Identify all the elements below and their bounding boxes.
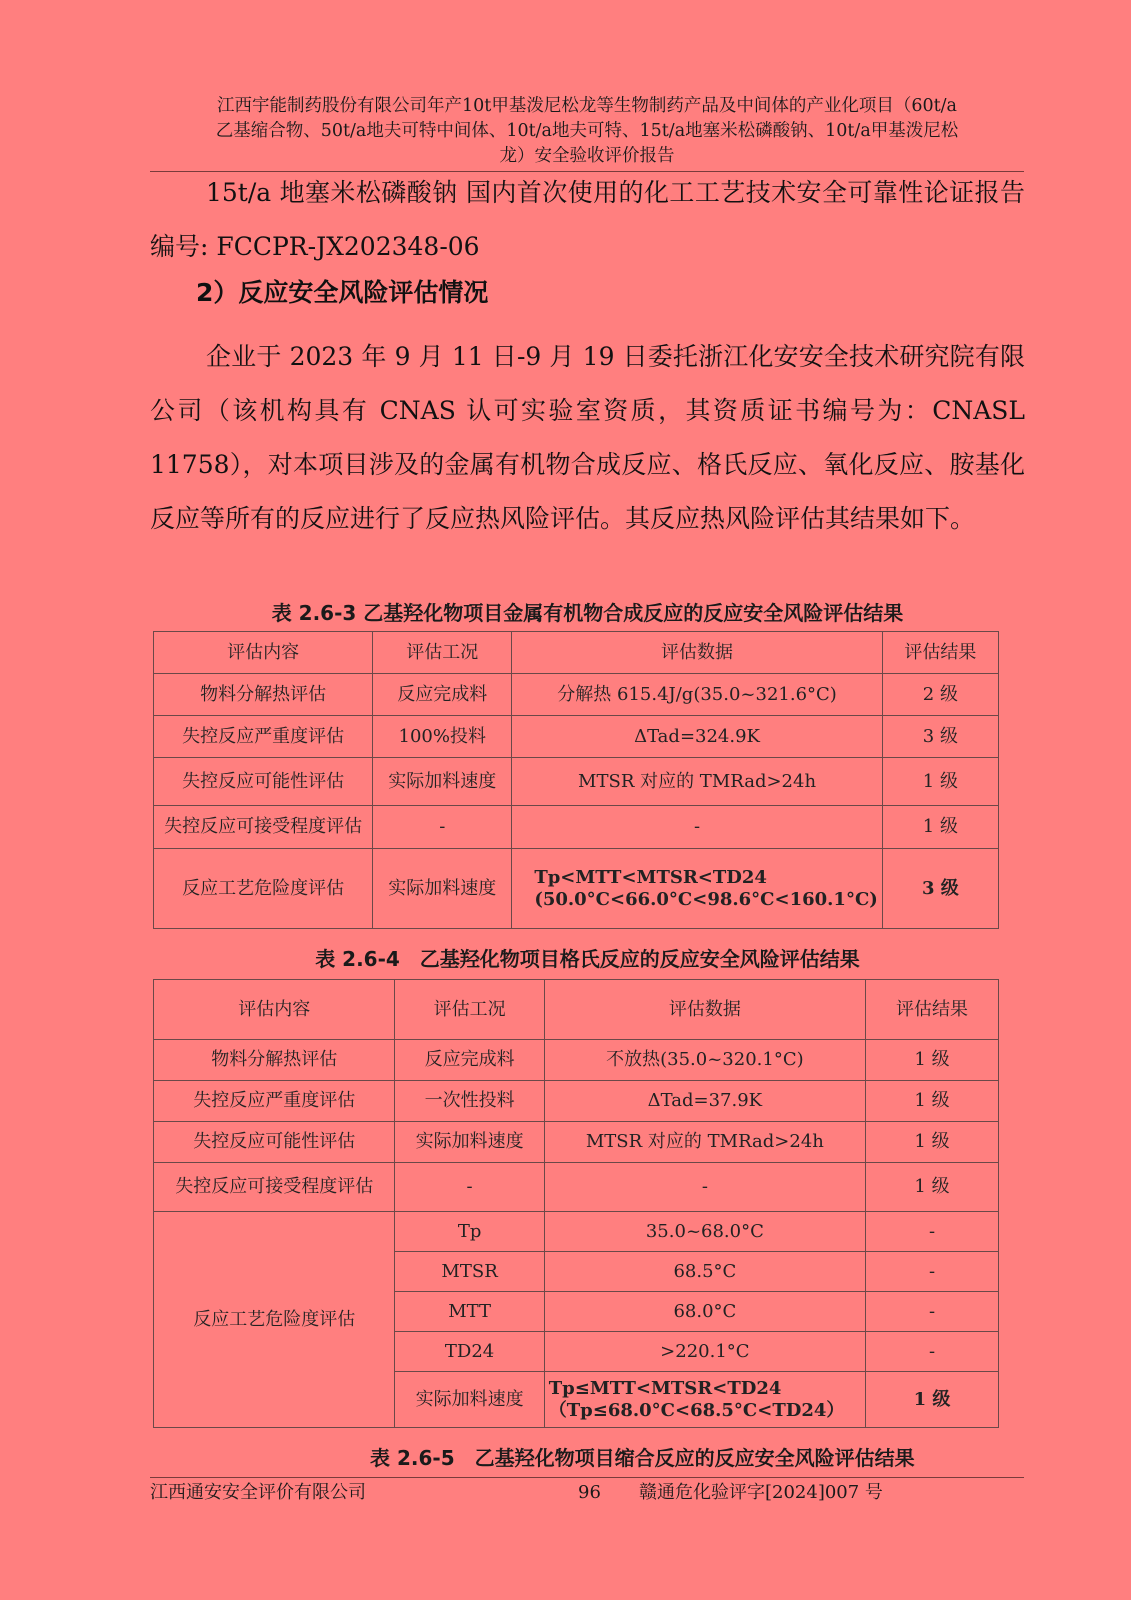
risk-table-grignard	[153, 979, 999, 1428]
table-cell: 1 级	[865, 1122, 998, 1163]
table-cell: ΔTad=37.9K	[544, 1081, 865, 1122]
page-header	[150, 94, 1024, 169]
table-cell: 1 级	[882, 806, 998, 849]
table-header-row	[154, 980, 999, 1040]
header-cell: 评估内容	[154, 632, 373, 674]
section-heading: 2）反应安全风险评估情况	[196, 278, 489, 307]
table-cell: 反应工艺危险度评估	[154, 849, 373, 929]
table-cell: 不放热(35.0~320.1°C)	[544, 1040, 865, 1081]
table-caption-2-6-3: 表 2.6-3 乙基羟化物项目金属有机物合成反应的反应安全风险评估结果	[271, 601, 904, 625]
table-cell: 1 级	[865, 1372, 998, 1428]
table-cell: MTT	[395, 1292, 544, 1332]
paragraph-report-reference: 15t/a 地塞米松磷酸钠 国内首次使用的化工工艺技术安全可靠性论证报告 编号: FCCPR-JX202348-06	[150, 178, 1025, 261]
table-cell: 物料分解热评估	[154, 1040, 395, 1081]
table-cell: 3 级	[882, 716, 998, 758]
table-cell: 68.0°C	[544, 1292, 865, 1332]
table-cell: 一次性投料	[395, 1081, 544, 1122]
table-cell: -	[865, 1332, 998, 1372]
table-cell: 失控反应可接受程度评估	[154, 1163, 395, 1212]
table-row	[154, 1212, 999, 1252]
table-cell: MTSR	[395, 1252, 544, 1292]
table-cell: 实际加料速度	[373, 849, 512, 929]
table-header-row	[154, 632, 999, 674]
table-row	[154, 849, 999, 929]
table-cell: 2 级	[882, 674, 998, 716]
header-cell: 评估数据	[544, 980, 865, 1040]
table-cell: >220.1°C	[544, 1332, 865, 1372]
table-cell: 失控反应严重度评估	[154, 1081, 395, 1122]
table-cell: -	[865, 1252, 998, 1292]
table-cell: Tp<MTT<MTSR<TD24 (50.0°C<66.0°C<98.6°C<160.1°C)	[512, 849, 882, 929]
table-row	[154, 1081, 999, 1122]
table-cell: 物料分解热评估	[154, 674, 373, 716]
table-cell: ΔTad=324.9K	[512, 716, 882, 758]
header-cell: 评估结果	[882, 632, 998, 674]
header-cell: 评估结果	[865, 980, 998, 1040]
footer-company: 江西通安安全评价有限公司	[150, 1482, 366, 1503]
table-cell: 实际加料速度	[373, 758, 512, 806]
table-cell: 1 级	[865, 1081, 998, 1122]
table-cell: 68.5°C	[544, 1252, 865, 1292]
table-row	[154, 806, 999, 849]
header-cell: 评估内容	[154, 980, 395, 1040]
table-cell: 失控反应可能性评估	[154, 758, 373, 806]
table-cell: Tp	[395, 1212, 544, 1252]
table-cell: -	[373, 806, 512, 849]
table-cell: TD24	[395, 1332, 544, 1372]
header-line-2: 乙基缩合物、50t/a地夫可特中间体、10t/a地夫可特、15t/a地塞米松磷酸钠、10t/a甲基泼尼松	[215, 121, 959, 141]
table-cell: 1 级	[865, 1040, 998, 1081]
table-row	[154, 1163, 999, 1212]
table-cell: 1 级	[882, 758, 998, 806]
table-cell: 失控反应严重度评估	[154, 716, 373, 758]
table-caption-2-6-5: 表 2.6-5 乙基羟化物项目缩合反应的反应安全风险评估结果	[370, 1446, 915, 1470]
table-cell: -	[544, 1163, 865, 1212]
table-row	[154, 1040, 999, 1081]
table-cell: -	[395, 1163, 544, 1212]
table-cell: 反应完成料	[395, 1040, 544, 1081]
table-cell-process-hazard: 反应工艺危险度评估	[154, 1212, 395, 1428]
table-row	[154, 674, 999, 716]
paragraph-assessment-intro: 企业于 2023 年 9 月 11 日-9 月 19 日委托浙江化安安全技术研究院有限公司（该机构具有 CNAS 认可实验室资质，其资质证书编号为：CNASL 11758），对本项目涉及的金属有机物合成反应、格氏反应、氧化反应、胺基化反应等所有的反应进行了反应热风险评估。其反应热风险评估其结果如下。	[150, 342, 1025, 533]
table-cell: 100%投料	[373, 716, 512, 758]
table-cell: 3 级	[882, 849, 998, 929]
table-cell: -	[512, 806, 882, 849]
header-line-3: 龙）安全验收评价报告	[499, 146, 675, 166]
header-cell: 评估工况	[373, 632, 512, 674]
page-number: 96	[578, 1482, 601, 1503]
table-cell: 35.0~68.0°C	[544, 1212, 865, 1252]
table-cell: -	[865, 1212, 998, 1252]
header-cell: 评估工况	[395, 980, 544, 1040]
risk-table-metal-organic	[153, 631, 999, 929]
header-line-1: 江西宇能制药股份有限公司年产10t甲基泼尼松龙等生物制药产品及中间体的产业化项目（60t/a	[217, 96, 957, 116]
table-cell: 实际加料速度	[395, 1122, 544, 1163]
table-row	[154, 1122, 999, 1163]
table-cell: MTSR 对应的 TMRad>24h	[544, 1122, 865, 1163]
table-cell: 失控反应可接受程度评估	[154, 806, 373, 849]
table-cell: -	[865, 1292, 998, 1332]
table-row	[154, 758, 999, 806]
footer-divider	[150, 1477, 1024, 1478]
table-cell: 实际加料速度	[395, 1372, 544, 1428]
table-cell: MTSR 对应的 TMRad>24h	[512, 758, 882, 806]
table-cell: Tp≤MTT<MTSR<TD24（Tp≤68.0°C<68.5°C<TD24）	[544, 1372, 865, 1428]
table-cell: 失控反应可能性评估	[154, 1122, 395, 1163]
table-cell: 1 级	[865, 1163, 998, 1212]
header-cell: 评估数据	[512, 632, 882, 674]
table-row	[154, 716, 999, 758]
footer-document-number: 赣通危化验评字[2024]007 号	[639, 1482, 883, 1503]
table-caption-2-6-4: 表 2.6-4 乙基羟化物项目格氏反应的反应安全风险评估结果	[315, 947, 860, 971]
table-cell: 反应完成料	[373, 674, 512, 716]
table-cell: 分解热 615.4J/g(35.0~321.6°C)	[512, 674, 882, 716]
